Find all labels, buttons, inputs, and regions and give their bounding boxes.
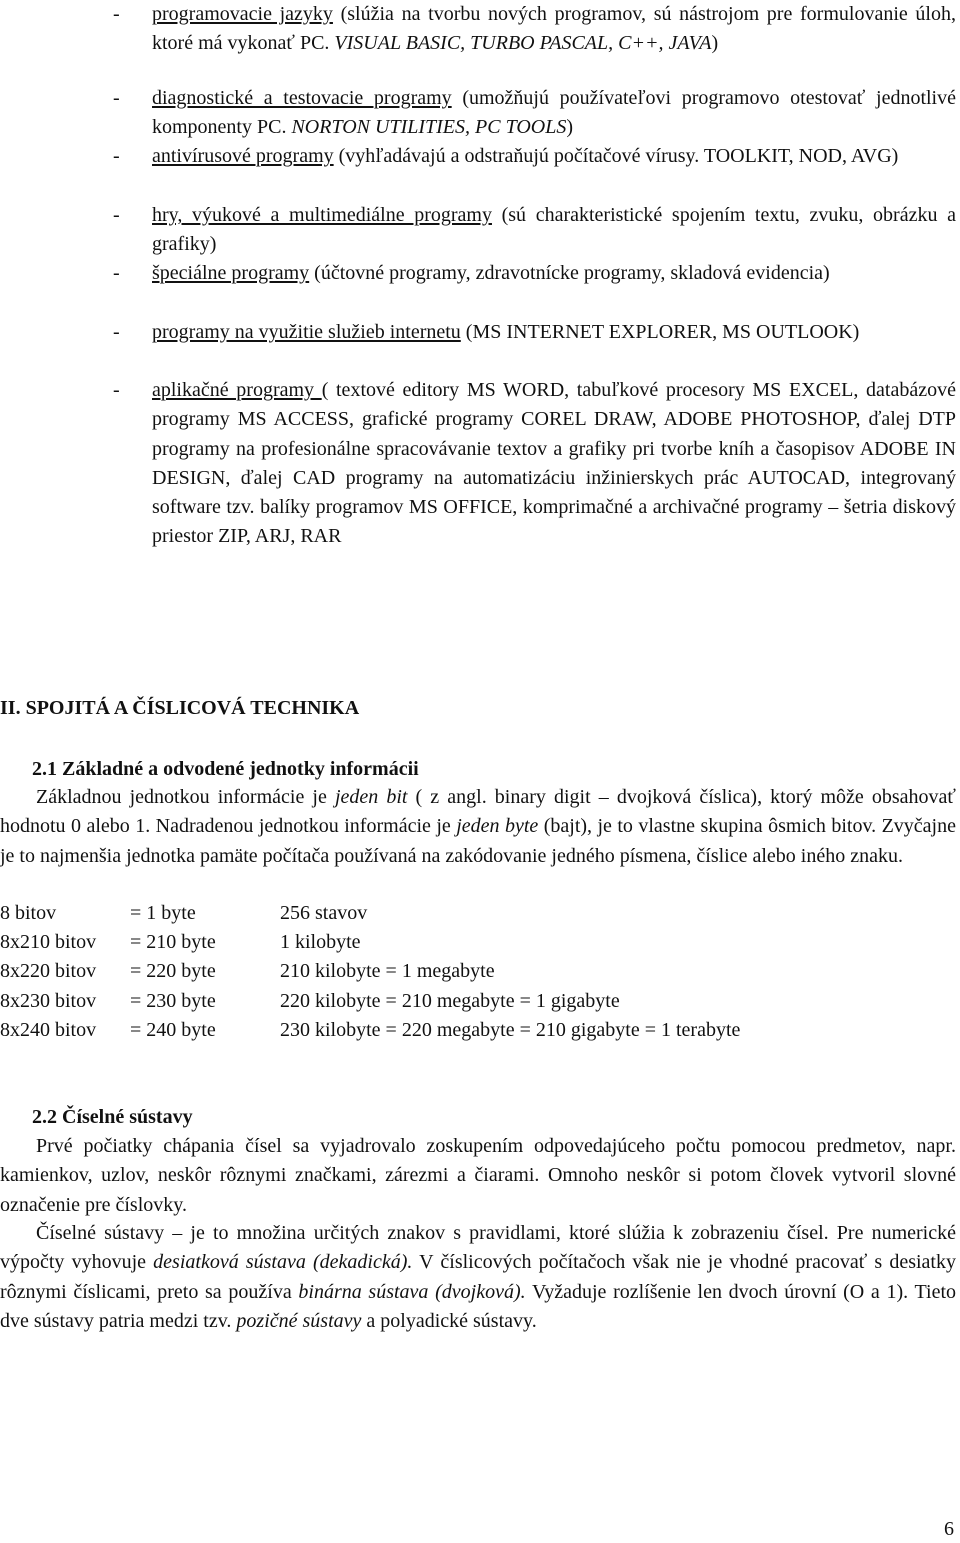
table-cell: 220 kilobyte = 210 megabyte = 1 gigabyte <box>280 989 620 1012</box>
table-row <box>0 928 740 957</box>
table-cell: 8x230 bitov <box>0 989 97 1012</box>
list-dash: - <box>113 262 120 284</box>
list-dash: - <box>113 3 120 25</box>
list-dash: - <box>113 321 120 343</box>
text-italic: jeden bit <box>334 786 408 808</box>
subsection-heading-units: 2.1 Základné a odvodené jednotky informácii <box>32 758 419 780</box>
table-cell: 210 kilobyte = 1 megabyte <box>280 960 495 983</box>
list-item <box>0 0 956 59</box>
text-italic: binárna sústava (dvojková). <box>298 1280 526 1303</box>
list-text: (MS INTERNET EXPLORER, MS OUTLOOK) <box>460 321 860 343</box>
text: V číslicových počítačoch však nie je vhodné pracovať s desiatky rôznymi číslicami, preto sa používa <box>0 1251 956 1303</box>
list-term: antivírusové programy <box>152 145 334 167</box>
section-heading: II. SPOJITÁ A ČÍSLICOVÁ TECHNIKA <box>0 697 360 719</box>
list-text: (slúžia na tvorbu nových programov, sú nástrojom pre formulovanie úloh, ktoré má vykonať PC. <box>152 3 956 55</box>
list-examples: NORTON UTILITIES, PC TOOLS <box>291 116 567 139</box>
paragraph-history <box>0 1132 956 1220</box>
table-cell: = 210 byte <box>130 931 216 954</box>
table-cell: = 220 byte <box>130 960 216 983</box>
list-text: (vyhľadávajú a odstraňujú počítačové vírusy. TOOLKIT, NOD, AVG) <box>333 145 899 167</box>
text: ( z angl. binary digit – dvojková číslica), ktorý môže obsahovať hodnotu 0 alebo 1. Nadradenou jednotkou informácie je <box>0 786 956 838</box>
list-tail: ) <box>711 32 719 55</box>
table-cell: 1 kilobyte <box>280 931 361 954</box>
table-row <box>0 1016 740 1045</box>
list-dash: - <box>113 87 120 109</box>
text: Číselné sústavy – je to množina určitých znakov s pravidlami, ktoré slúžia k zobrazeniu čísel. Pre numerické výpočty vyhovuje <box>0 1222 956 1274</box>
list-term: aplikačné programy <box>152 379 322 401</box>
subsection-heading-number-systems: 2.2 Číselné sústavy <box>32 1106 193 1128</box>
list-examples: VISUAL BASIC, TURBO PASCAL, C++, JAVA <box>334 32 712 55</box>
list-item <box>0 318 956 347</box>
list-dash: - <box>113 379 120 401</box>
table-cell: 230 kilobyte = 220 megabyte = 210 gigabyte = 1 terabyte <box>280 1018 741 1041</box>
list-term: diagnostické a testovacie programy <box>152 87 452 109</box>
page-number: 6 <box>944 1518 954 1540</box>
text-italic: jeden byte <box>456 815 539 838</box>
list-text: (umožňujú používateľovi programovo otestovať jednotlivé komponenty PC. <box>152 87 956 139</box>
text: Vyžaduje rozlíšenie len dvoch úrovní (O a 1). Tieto dve sústavy patria medzi tzv. <box>0 1280 956 1332</box>
list-tail: ) <box>566 116 574 139</box>
table-cell: 8x220 bitov <box>0 960 97 983</box>
table-cell: 8 bitov <box>0 902 57 924</box>
text: a polyadické sústavy. <box>361 1309 537 1332</box>
table-row <box>0 987 740 1016</box>
text: Základnou jednotkou informácie je <box>36 786 335 808</box>
table-row <box>0 899 740 928</box>
list-item <box>0 259 956 288</box>
table-cell: 256 stavov <box>280 902 368 924</box>
table-cell: = 240 byte <box>130 1018 216 1041</box>
list-item <box>0 142 956 171</box>
text-italic: desiatková sústava (dekadická). <box>153 1251 413 1274</box>
table-cell: 8x240 bitov <box>0 1018 97 1041</box>
text-italic: pozičné sústavy <box>236 1309 362 1332</box>
list-text: (sú charakteristické spojením textu, zvuku, obrázku a grafiky) <box>152 204 956 256</box>
list-term: programovacie jazyky <box>152 3 333 25</box>
list-item <box>0 376 956 552</box>
list-text: ( textové editory MS WORD, tabuľkové procesory MS EXCEL, databázové programy MS ACCESS, grafické programy COREL DRAW, ADOBE PHOTOSHOP, ďalej DTP programy na profesionálne spracovávanie textov a grafiky pri tvorbe kníh a časopisov ADOBE IN DESIGN, ďalej CAD programy na automatizáciu inžinierskych prác AUTOCAD, integrovaný software tzv. balíky programov MS OFFICE, komprimačné a archivačné programy – šetria diskový priestor ZIP, ARJ, RAR <box>152 379 956 548</box>
list-term: programy na využitie služieb internetu <box>152 321 461 343</box>
list-text: (účtovné programy, zdravotnícke programy, skladová evidencia) <box>309 262 830 284</box>
list-item <box>0 201 956 260</box>
list-dash: - <box>113 145 120 167</box>
table-row <box>0 957 740 986</box>
table-cell: 8x210 bitov <box>0 931 97 954</box>
list-dash: - <box>113 204 120 226</box>
paragraph-number-systems <box>0 1219 956 1336</box>
list-item <box>0 84 956 143</box>
text: (bajt), je to vlastne skupina ôsmich bitov. Zvyčajne je to najmenšia jednotka pamäte počítača používaná na zakódovanie jedného písmena, číslice alebo iného znaku. <box>0 815 956 867</box>
paragraph-units <box>0 783 956 871</box>
table-cell: = 230 byte <box>130 989 216 1012</box>
list-term: hry, výukové a multimediálne programy <box>152 204 492 226</box>
units-table <box>0 899 740 1045</box>
table-cell: = 1 byte <box>130 902 196 924</box>
list-term: špeciálne programy <box>152 262 310 284</box>
text: Prvé počiatky chápania čísel sa vyjadrovalo zoskupením odpovedajúceho počtu pomocou predmetov, napr. kamienkov, uzlov, neskôr rôznymi značkami, zárezmi a čiarami. Omnoho neskôr si potom človek vytvoril slovné označenie pre číslovky. <box>0 1135 956 1216</box>
